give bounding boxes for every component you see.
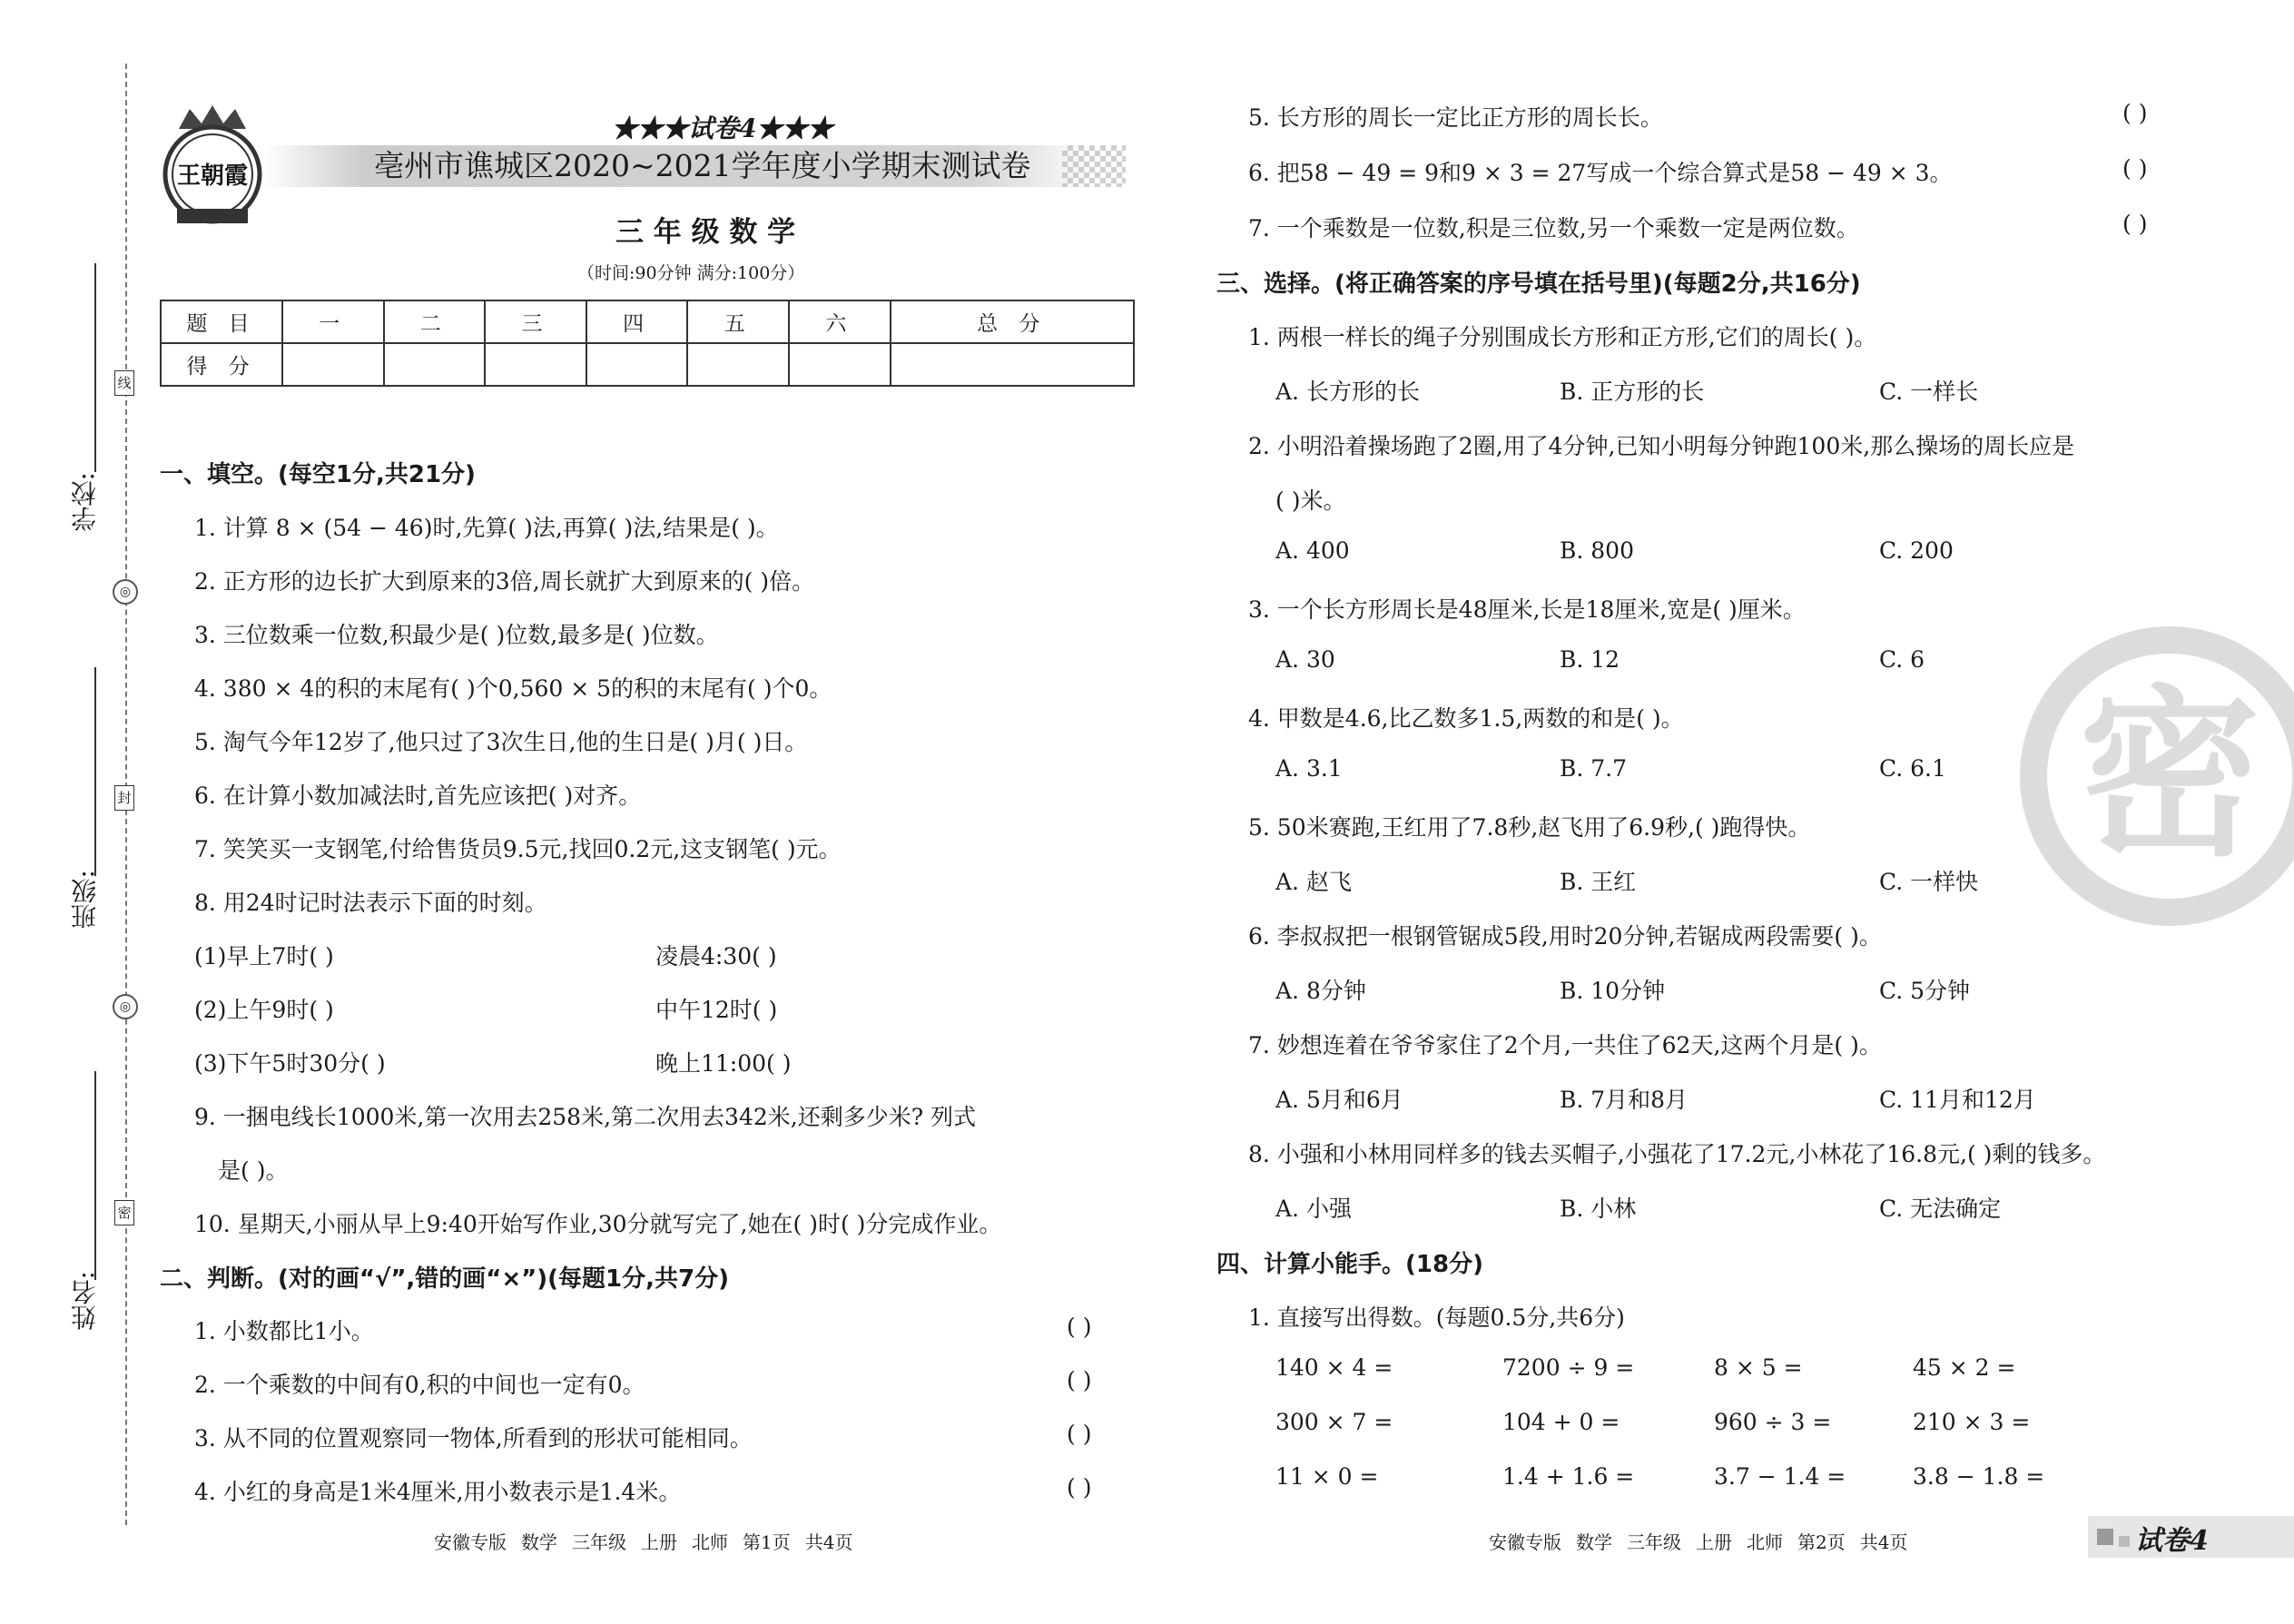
choice-option[interactable]: A. 400 <box>1275 537 1350 564</box>
choice-option[interactable]: B. 12 <box>1560 646 1620 673</box>
choice-option[interactable]: B. 800 <box>1560 537 1634 564</box>
choice-option[interactable]: B. 王红 <box>1560 869 1637 895</box>
choice-question-8: 8. 小强和小林用同样多的钱去买帽子,小强花了17.2元,小林花了16.8元,( )剩的钱多。 <box>1248 1141 2106 1167</box>
score-header-cell: 总 分 <box>891 300 1134 343</box>
score-header-cell: 二 <box>384 300 486 343</box>
answer-paren[interactable]: ( ) <box>2122 100 2148 126</box>
logo-text: 王朝霞 <box>176 162 249 190</box>
score-header-cell: 三 <box>485 300 586 343</box>
subject-title: 三 年 级 数 学 <box>615 216 796 249</box>
choice-option[interactable]: A. 30 <box>1275 646 1335 673</box>
choice-question-3: 3. 一个长方形周长是48厘米,长是18厘米,宽是( )厘米。 <box>1248 596 1806 623</box>
choice-option[interactable]: C. 无法确定 <box>1879 1196 2002 1222</box>
fill-question-4: 4. 380 × 4的积的末尾有( )个0,560 × 5的积的末尾有( )个0。 <box>194 675 832 702</box>
judge-question-1: 1. 小数都比1小。 <box>194 1318 374 1344</box>
section1-title: 一、填空。(每空1分,共21分) <box>160 461 476 488</box>
choice-option[interactable]: B. 7.7 <box>1560 755 1628 782</box>
judge-question-4: 4. 小红的身高是1米4厘米,用小数表示是1.4米。 <box>194 1479 682 1505</box>
choice-question-1: 1. 两根一样长的绳子分别围成长方形和正方形,它们的周长( )。 <box>1248 324 1877 350</box>
choice-option[interactable]: B. 7月和8月 <box>1560 1087 1689 1113</box>
choice-option[interactable]: C. 一样快 <box>1879 869 1979 895</box>
name-label: 姓名: <box>70 1271 100 1331</box>
score-input-cell[interactable] <box>485 343 586 386</box>
class-label: 班级: <box>70 870 100 930</box>
choice-option[interactable]: A. 小强 <box>1275 1196 1352 1222</box>
answer-paren[interactable]: ( ) <box>1067 1314 1092 1340</box>
score-header-cell: 题 目 <box>161 300 282 343</box>
calc-item: 1.4 + 1.6 = <box>1502 1463 1635 1490</box>
calc-item: 140 × 4 = <box>1275 1354 1393 1381</box>
answer-paren[interactable]: ( ) <box>2122 155 2148 182</box>
score-table-header-row <box>161 300 1134 343</box>
calc-item: 3.7 − 1.4 = <box>1714 1463 1846 1490</box>
score-header-cell: 四 <box>586 300 688 343</box>
judge-question-5: 5. 长方形的周长一定比正方形的周长长。 <box>1248 104 1663 131</box>
calc-item: 104 + 0 = <box>1502 1409 1620 1435</box>
time-item: 晚上11:00( ) <box>655 1050 792 1077</box>
choice-question-4: 4. 甲数是4.6,比乙数多1.5,两数的和是( )。 <box>1248 705 1684 732</box>
section3-title: 三、选择。(将正确答案的序号填在括号里)(每题2分,共16分) <box>1216 271 1861 298</box>
choice-option[interactable]: C. 6.1 <box>1879 755 1946 782</box>
calc-item: 45 × 2 = <box>1913 1354 2016 1381</box>
choice-question-7: 7. 妙想连着在爷爷家住了2个月,一共住了62天,这两个月是( )。 <box>1248 1032 1882 1058</box>
fill-question-9: 9. 一捆电线长1000米,第一次用去258米,第二次用去342米,还剩多少米? 列式 <box>194 1104 977 1130</box>
name-underline <box>94 1071 96 1280</box>
choice-option[interactable]: C. 5分钟 <box>1879 978 1971 1004</box>
fill-question-2: 2. 正方形的边长扩大到原来的3倍,周长就扩大到原来的( )倍。 <box>194 568 815 595</box>
fill-question-7: 7. 笑笑买一支钢笔,付给售货员9.5元,找回0.2元,这支钢笔( )元。 <box>194 836 842 862</box>
class-underline <box>94 667 96 876</box>
binding-hole-icon: ◎ <box>113 994 138 1019</box>
calc-item: 3.8 − 1.8 = <box>1913 1463 2045 1490</box>
seal-mark-secret: 密 <box>114 1200 134 1225</box>
fill-question-6: 6. 在计算小数加减法时,首先应该把( )对齐。 <box>194 782 642 809</box>
time-item: (1)早上7时( ) <box>194 943 334 969</box>
choice-option[interactable]: C. 6 <box>1879 646 1925 673</box>
fill-question-3: 3. 三位数乘一位数,积最少是( )位数,最多是( )位数。 <box>194 622 719 648</box>
score-row-label: 得 分 <box>161 343 282 386</box>
footer-left: 安徽专版 数学 三年级 上册 北师 第1页 共4页 <box>434 1531 853 1553</box>
calc-item: 960 ÷ 3 = <box>1714 1409 1832 1435</box>
school-underline <box>94 263 96 472</box>
fill-question-5: 5. 淘气今年12岁了,他只过了3次生日,他的生日是( )月( )日。 <box>194 729 808 755</box>
paper-tag: ★★★试卷4★★★ <box>612 113 833 143</box>
choice-option[interactable]: A. 长方形的长 <box>1275 379 1420 405</box>
section2-title: 二、判断。(对的画“√”,错的画“×”)(每题1分,共7分) <box>160 1265 729 1293</box>
time-item: 中午12时( ) <box>655 997 778 1023</box>
score-input-cell[interactable] <box>789 343 891 386</box>
calc-item: 7200 ÷ 9 = <box>1502 1354 1635 1381</box>
judge-question-6: 6. 把58 − 49 = 9和9 × 3 = 27写成一个综合算式是58 − 49 × 3。 <box>1248 160 1953 186</box>
time-item: (2)上午9时( ) <box>194 997 334 1023</box>
score-input-cell[interactable] <box>282 343 384 386</box>
answer-paren[interactable]: ( ) <box>1067 1474 1092 1501</box>
fill-question-8: 8. 用24时记时法表示下面的时刻。 <box>194 890 547 916</box>
section4-title: 四、计算小能手。(18分) <box>1216 1251 1483 1278</box>
publisher-logo-icon <box>159 102 266 229</box>
score-table-score-row <box>161 343 1134 386</box>
calc-item: 210 × 3 = <box>1913 1409 2031 1435</box>
choice-option[interactable]: B. 10分钟 <box>1560 978 1666 1004</box>
ribbon-pattern <box>1062 145 1126 187</box>
corner-paper-label: 试卷4 <box>2135 1525 2209 1557</box>
school-label: 学校: <box>70 472 100 532</box>
score-input-cell[interactable] <box>384 343 486 386</box>
calc-instruction: 1. 直接写出得数。(每题0.5分,共6分) <box>1248 1304 1625 1331</box>
choice-option[interactable]: B. 小林 <box>1560 1196 1637 1222</box>
judge-question-3: 3. 从不同的位置观察同一物体,所看到的形状可能相同。 <box>194 1425 753 1452</box>
calc-item: 300 × 7 = <box>1275 1409 1393 1435</box>
answer-paren[interactable]: ( ) <box>1067 1367 1092 1393</box>
choice-option[interactable]: A. 赵飞 <box>1275 869 1352 895</box>
choice-option[interactable]: A. 8分钟 <box>1275 978 1366 1004</box>
choice-option[interactable]: B. 正方形的长 <box>1560 379 1705 405</box>
choice-question-2: 2. 小明沿着操场跑了2圈,用了4分钟,已知小明每分钟跑100米,那么操场的周长应是 <box>1248 433 2075 459</box>
calc-item: 11 × 0 = <box>1275 1463 1379 1490</box>
secret-seal-glyph: 密 <box>2078 670 2260 881</box>
calc-item: 8 × 5 = <box>1714 1354 1803 1381</box>
choice-question-6: 6. 李叔叔把一根钢管锯成5段,用时20分钟,若锯成两段需要( )。 <box>1248 923 1882 950</box>
corner-square-icon <box>2119 1536 2130 1547</box>
choice-option[interactable]: C. 200 <box>1879 537 1954 564</box>
time-item: (3)下午5时30分( ) <box>194 1050 386 1077</box>
answer-paren[interactable]: ( ) <box>2122 211 2148 237</box>
judge-question-2: 2. 一个乘数的中间有0,积的中间也一定有0。 <box>194 1372 645 1398</box>
choice-question-2-cont: ( )米。 <box>1275 487 1346 514</box>
score-header-cell: 一 <box>282 300 384 343</box>
seal-mark-line: 线 <box>114 370 134 396</box>
binding-hole-icon: ◎ <box>113 579 138 605</box>
corner-square-icon <box>2097 1529 2113 1545</box>
choice-option[interactable]: C. 一样长 <box>1879 379 1979 405</box>
choice-option[interactable]: A. 3.1 <box>1275 755 1343 782</box>
score-input-cell[interactable] <box>586 343 688 386</box>
time-item: 凌晨4:30( ) <box>655 943 777 969</box>
time-info: （时间:90分钟 满分:100分） <box>577 263 805 283</box>
seal-mark-seal: 封 <box>114 785 134 811</box>
footer-right: 安徽专版 数学 三年级 上册 北师 第2页 共4页 <box>1489 1531 1908 1553</box>
choice-question-5: 5. 50米赛跑,王红用了7.8秒,赵飞用了6.9秒,( )跑得快。 <box>1248 814 1811 841</box>
choice-option[interactable]: C. 11月和12月 <box>1879 1087 2036 1113</box>
score-header-cell: 六 <box>789 300 891 343</box>
score-table <box>160 300 1135 387</box>
judge-question-7: 7. 一个乘数是一位数,积是三位数,另一个乘数一定是两位数。 <box>1248 215 1859 241</box>
fill-question-9-cont: 是( )。 <box>218 1157 289 1184</box>
fill-question-1: 1. 计算 8 × (54 − 46)时,先算( )法,再算( )法,结果是( )。 <box>194 515 779 541</box>
answer-paren[interactable]: ( ) <box>1067 1421 1092 1447</box>
page-title: 亳州市谯城区2020~2021学年度小学期末测试卷 <box>374 148 1031 183</box>
score-input-cell[interactable] <box>687 343 789 386</box>
fill-question-10: 10. 星期天,小丽从早上9:40开始写作业,30分就写完了,她在( )时( )分完成作业。 <box>194 1211 1002 1237</box>
choice-option[interactable]: A. 5月和6月 <box>1275 1087 1403 1113</box>
score-input-cell[interactable] <box>891 343 1134 386</box>
score-header-cell: 五 <box>687 300 789 343</box>
